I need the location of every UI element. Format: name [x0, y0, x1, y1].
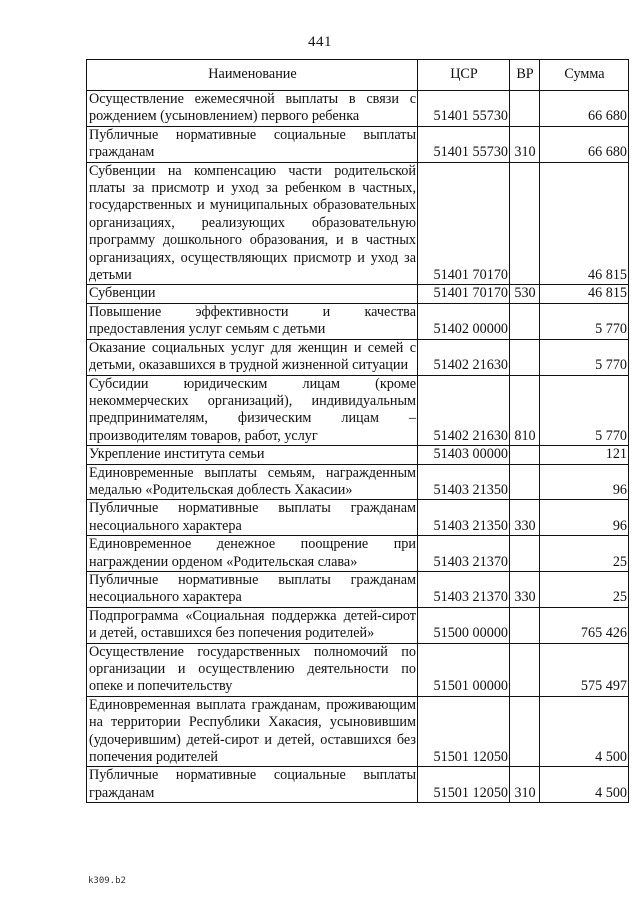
cell-name: Повышение эффективности и качества предоставления услуг семьям с детьми — [87, 303, 418, 339]
cell-name: Публичные нормативные социальные выплаты гражданам — [87, 126, 418, 162]
cell-vr: 310 — [510, 767, 540, 803]
cell-csr: 51401 70170 — [418, 162, 510, 285]
cell-csr: 51402 21630 — [418, 339, 510, 375]
cell-sum: 96 — [540, 500, 629, 536]
cell-csr: 51401 70170 — [418, 285, 510, 303]
cell-vr — [510, 464, 540, 500]
cell-vr: 530 — [510, 285, 540, 303]
cell-sum: 5 770 — [540, 303, 629, 339]
cell-csr: 51401 55730 — [418, 91, 510, 127]
cell-name: Укрепление института семьи — [87, 446, 418, 464]
cell-vr — [510, 162, 540, 285]
cell-name: Единовременное денежное поощрение при награждении орденом «Родительская слава» — [87, 536, 418, 572]
cell-sum: 4 500 — [540, 696, 629, 767]
cell-sum: 66 680 — [540, 126, 629, 162]
table-row — [87, 339, 629, 375]
cell-sum: 25 — [540, 536, 629, 572]
table-row — [87, 607, 629, 643]
cell-vr: 310 — [510, 126, 540, 162]
cell-csr: 51403 21370 — [418, 571, 510, 607]
cell-name: Единовременные выплаты семьям, награжденным медалью «Родительская доблесть Хакасии» — [87, 464, 418, 500]
cell-vr — [510, 303, 540, 339]
table-row — [87, 536, 629, 572]
table-row — [87, 375, 629, 446]
cell-sum: 4 500 — [540, 767, 629, 803]
cell-csr: 51501 12050 — [418, 696, 510, 767]
table-row — [87, 446, 629, 464]
cell-name: Осуществление ежемесячной выплаты в связи с рождением (усыновлением) первого ребенка — [87, 91, 418, 127]
table-row — [87, 162, 629, 285]
budget-table — [86, 59, 629, 803]
table-row — [87, 767, 629, 803]
cell-name: Субсидии юридическим лицам (кроме некоммерческих организаций), индивидуальным предпринимателям, физическим лицам – производителям товаров, работ, услуг — [87, 375, 418, 446]
cell-sum: 96 — [540, 464, 629, 500]
cell-vr — [510, 536, 540, 572]
cell-csr: 51402 00000 — [418, 303, 510, 339]
table-row — [87, 91, 629, 127]
column-header-name: Наименование — [87, 60, 418, 91]
cell-name: Публичные нормативные выплаты гражданам несоциального характера — [87, 500, 418, 536]
cell-name: Единовременная выплата гражданам, проживающим на территории Республики Хакасия, усыновившим (удочерившим) детей-сирот и детей, оставшихся без попечения родителей — [87, 696, 418, 767]
cell-csr: 51403 21350 — [418, 464, 510, 500]
table-row — [87, 500, 629, 536]
page-number: 441 — [308, 34, 332, 50]
table-row — [87, 643, 629, 696]
cell-sum: 66 680 — [540, 91, 629, 127]
cell-name: Субвенции — [87, 285, 418, 303]
cell-vr: 330 — [510, 571, 540, 607]
table-row — [87, 126, 629, 162]
cell-name: Публичные нормативные выплаты гражданам несоциального характера — [87, 571, 418, 607]
cell-vr — [510, 91, 540, 127]
cell-vr — [510, 446, 540, 464]
cell-csr: 51403 00000 — [418, 446, 510, 464]
cell-sum: 25 — [540, 571, 629, 607]
cell-csr: 51501 12050 — [418, 767, 510, 803]
table-row — [87, 571, 629, 607]
cell-vr — [510, 339, 540, 375]
cell-csr: 51501 00000 — [418, 643, 510, 696]
column-header-csr: ЦСР — [418, 60, 510, 91]
cell-vr: 810 — [510, 375, 540, 446]
table-row — [87, 285, 629, 303]
cell-sum: 46 815 — [540, 285, 629, 303]
cell-csr: 51402 21630 — [418, 375, 510, 446]
cell-vr — [510, 643, 540, 696]
table-row — [87, 464, 629, 500]
footer-code: k309.b2 — [88, 876, 126, 886]
cell-sum: 575 497 — [540, 643, 629, 696]
table-body — [87, 91, 629, 803]
cell-sum: 46 815 — [540, 162, 629, 285]
cell-csr: 51401 55730 — [418, 126, 510, 162]
cell-csr: 51403 21370 — [418, 536, 510, 572]
cell-csr: 51403 21350 — [418, 500, 510, 536]
column-header-sum: Сумма — [540, 60, 629, 91]
cell-name: Осуществление государственных полномочий по организации и осуществлению деятельности по опеке и попечительству — [87, 643, 418, 696]
cell-name: Публичные нормативные социальные выплаты гражданам — [87, 767, 418, 803]
cell-sum: 5 770 — [540, 375, 629, 446]
cell-name: Оказание социальных услуг для женщин и семей с детьми, оказавшихся в трудной жизненной ситуации — [87, 339, 418, 375]
cell-csr: 51500 00000 — [418, 607, 510, 643]
cell-sum: 765 426 — [540, 607, 629, 643]
cell-sum: 121 — [540, 446, 629, 464]
table-header-row — [87, 60, 629, 91]
cell-vr — [510, 607, 540, 643]
cell-name: Подпрограмма «Социальная поддержка детей-сирот и детей, оставшихся без попечения родителей» — [87, 607, 418, 643]
table-row — [87, 303, 629, 339]
column-header-vr: ВР — [510, 60, 540, 91]
cell-vr: 330 — [510, 500, 540, 536]
cell-vr — [510, 696, 540, 767]
table-row — [87, 696, 629, 767]
cell-name: Субвенции на компенсацию части родительской платы за присмотр и уход за ребенком в частных, государственных и муниципальных образовательных организациях, реализующих образовательную программу дошкольного образования, и в частных организациях, осуществляющих присмотр и уход за детьми — [87, 162, 418, 285]
cell-sum: 5 770 — [540, 339, 629, 375]
